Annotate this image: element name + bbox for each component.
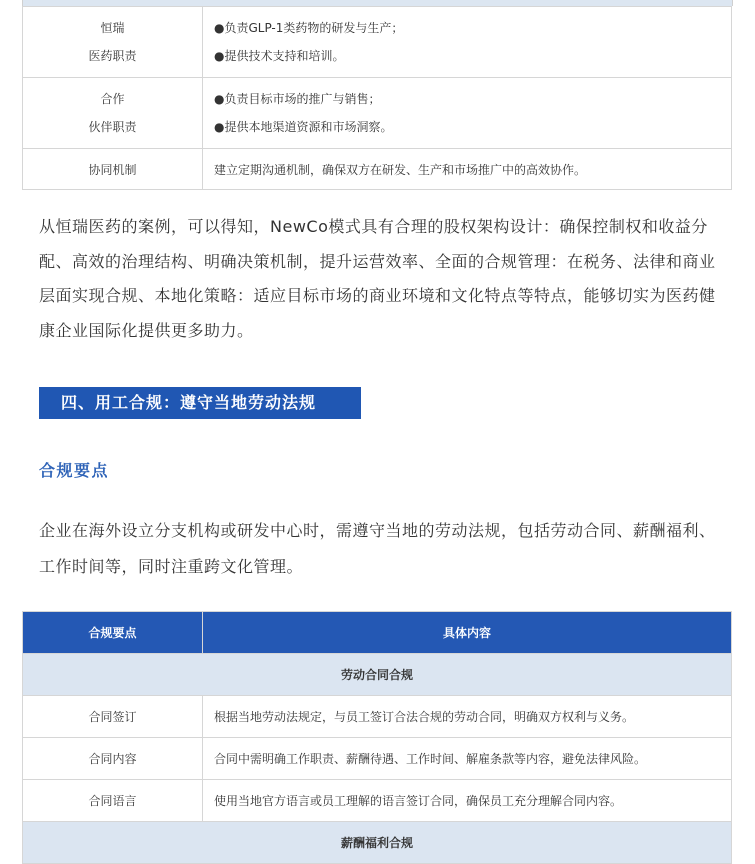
row-content	[203, 78, 732, 149]
table-row	[23, 738, 732, 780]
row-content-line: ●提供本地渠道资源和市场洞察。	[214, 120, 393, 134]
row-content	[203, 7, 732, 78]
table-row	[23, 7, 732, 78]
compliance-table	[22, 611, 732, 864]
table-row	[23, 149, 732, 190]
section-title: 四、用工合规：遵守当地劳动法规	[39, 387, 361, 419]
column-header: 具体内容	[203, 612, 732, 654]
group-label: 薪酬福利合规	[23, 822, 732, 864]
row-content: 使用当地官方语言或员工理解的语言签订合同，确保员工充分理解合同内容。	[203, 780, 732, 822]
row-label: 合同内容	[23, 738, 203, 780]
row-label	[23, 78, 203, 149]
responsibility-table	[22, 6, 732, 190]
table-row	[23, 780, 732, 822]
table-row	[23, 696, 732, 738]
row-content-line: ●负责GLP-1类药物的研发与生产；	[214, 21, 404, 35]
row-label: 合同语言	[23, 780, 203, 822]
group-label: 劳动合同合规	[23, 654, 732, 696]
row-content: 建立定期沟通机制，确保双方在研发、生产和市场推广中的高效协作。	[203, 149, 732, 190]
row-label-line: 恒瑞	[100, 21, 125, 35]
summary-paragraph: 从恒瑞医药的案例，可以得知，NewCo模式具有合理的股权架构设计：确保控制权和收益分配、高效的治理结构、明确决策机制，提升运营效率、全面的合规管理：在税务、法律和商业层面实现合规、本地化策略：适应目标市场的商业环境和文化特点等特点，能够切实为医药健康企业国际化提供更多助力。	[39, 217, 716, 340]
row-label-line: 医药职责	[88, 49, 137, 63]
group-row	[23, 654, 732, 696]
row-label-line: 合作	[100, 92, 125, 106]
row-content-line: ●提供技术支持和培训。	[214, 49, 345, 63]
row-content-line: ●负责目标市场的推广与销售；	[214, 92, 381, 106]
subheading: 合规要点	[39, 461, 110, 480]
table-row	[23, 78, 732, 149]
row-label-line: 伙伴职责	[88, 120, 137, 134]
column-header: 合规要点	[23, 612, 203, 654]
row-label	[23, 7, 203, 78]
row-label: 协同机制	[23, 149, 203, 190]
table-header-row	[23, 612, 732, 654]
group-row	[23, 822, 732, 864]
intro-paragraph: 企业在海外设立分支机构或研发中心时，需遵守当地的劳动法规，包括劳动合同、薪酬福利、工作时间等，同时注重跨文化管理。	[39, 521, 716, 576]
row-content: 根据当地劳动法规定，与员工签订合法合规的劳动合同，明确双方权利与义务。	[203, 696, 732, 738]
row-content: 合同中需明确工作职责、薪酬待遇、工作时间、解雇条款等内容，避免法律风险。	[203, 738, 732, 780]
row-label: 合同签订	[23, 696, 203, 738]
